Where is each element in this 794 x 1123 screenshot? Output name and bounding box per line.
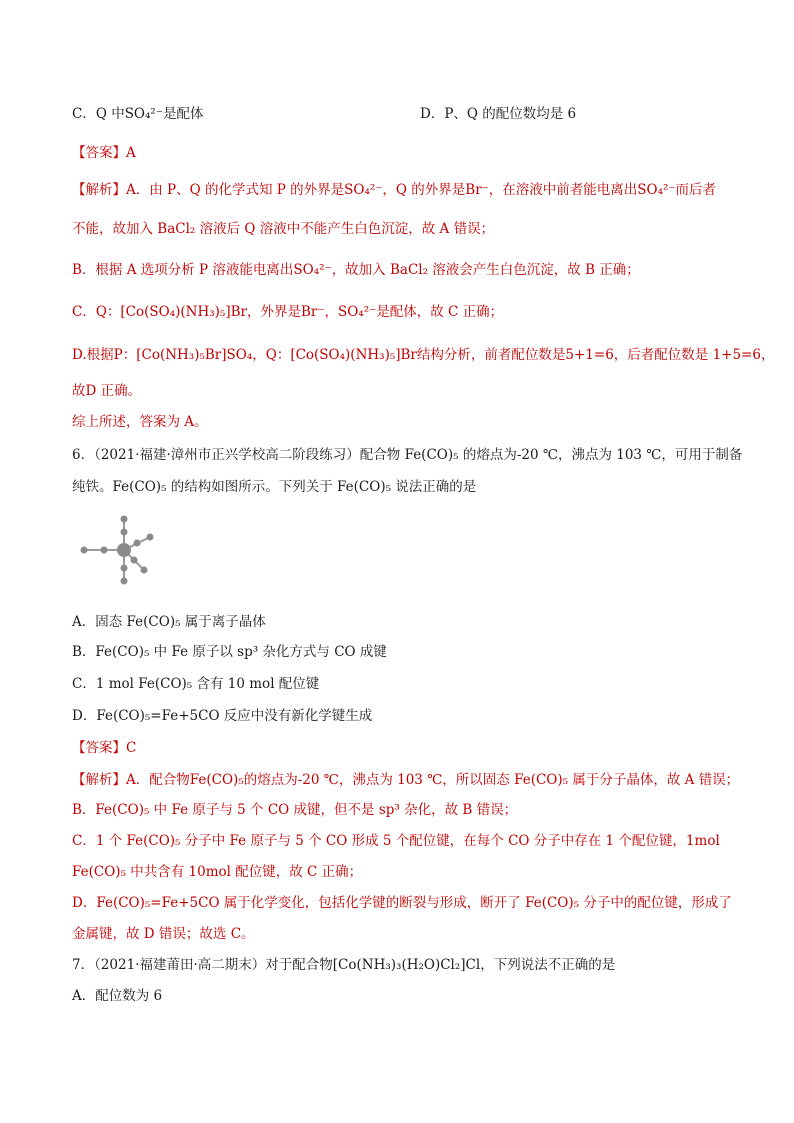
q6-analysis-line-3: C．1 个 Fe(CO)₅ 分子中 Fe 原子与 5 个 CO 形成 5 个配位键，在每个 CO 分子中存在 1 个配位键，1mol (72, 833, 720, 849)
q5-analysis-line-5: D.根据P：[Co(NH₃)₅Br]SO₄，Q：[Co(SO₄)(NH₃)₅]Br结构分析，前者配位数是5+1=6，后者配位数是 1+5=6， (72, 347, 775, 363)
q5-analysis-text-1: A．由 P、Q 的化学式知 P 的外界是SO₄²⁻，Q 的外界是Br⁻，在溶液中前者能电离出SO₄²⁻而后者 (126, 182, 717, 198)
q6-analysis-text-1: A．配合物Fe(CO)₅的熔点为-20 ℃，沸点为 103 ℃，所以固态 Fe(CO)₅ 属于分子晶体，故 A 错误； (126, 772, 740, 788)
fe-atom-icon (117, 543, 131, 557)
q5-answer: 【答案】A (72, 145, 136, 161)
q6-option-d: D．Fe(CO)₅=Fe+5CO 反应中没有新化学键生成 (72, 708, 373, 724)
q6-stem-line-2: 纯铁。Fe(CO)₅ 的结构如图所示。下列关于 Fe(CO)₅ 说法正确的是 (72, 479, 477, 495)
q5-summary: 综上所述，答案为 A。 (72, 414, 208, 430)
q6-analysis-line-4: Fe(CO)₅ 中共含有 10mol 配位键，故 C 正确； (72, 864, 363, 880)
q7-option-a: A．配位数为 6 (72, 988, 163, 1004)
q5-analysis-line-2: 不能，故加入 BaCl₂ 溶液后 Q 溶液中不能产生白色沉淀，故 A 错误； (72, 221, 495, 237)
q5-option-c: C．Q 中SO₄²⁻是配体 (72, 106, 204, 122)
q6-analysis-line-1 (72, 770, 739, 790)
q7-stem: 7．（2021·福建莆田·高二期末）对于配合物[Co(NH₃)₃(H₂O)Cl₂]Cl，下列说法不正确的是 (72, 957, 616, 973)
q6-analysis-line-6: 金属键，故 D 错误；故选 C。 (72, 926, 255, 942)
q6-option-a: A．固态 Fe(CO)₅ 属于离子晶体 (72, 614, 266, 630)
q6-answer: 【答案】C (72, 740, 137, 756)
q6-analysis-line-2: B．Fe(CO)₅ 中 Fe 原子与 5 个 CO 成键，但不是 sp³ 杂化，故 B 错误； (72, 802, 518, 818)
q6-stem-line-1: 6．（2021·福建·漳州市正兴学校高二阶段练习）配合物 Fe(CO)₅ 的熔点为-20 ℃，沸点为 103 ℃，可用于制备 (72, 447, 743, 463)
q5-analysis-head: 【解析】 (72, 182, 126, 198)
q5-analysis-line-1 (72, 180, 716, 200)
fe-co5-structure-image (74, 510, 164, 594)
q5-options-row (72, 104, 577, 124)
q5-option-d: D．P、Q 的配位数均是 6 (420, 106, 577, 122)
q5-analysis-line-3: B．根据 A 选项分析 P 溶液能电离出SO₄²⁻，故加入 BaCl₂ 溶液会产生白色沉淀，故 B 正确； (72, 262, 640, 278)
q5-analysis-line-6: 故D 正确。 (72, 383, 142, 399)
q6-option-b: B．Fe(CO)₅ 中 Fe 原子以 sp³ 杂化方式与 CO 成键 (72, 644, 387, 660)
q5-analysis-line-4: C．Q：[Co(SO₄)(NH₃)₅]Br，外界是Br⁻，SO₄²⁻是配体，故 C 正确； (72, 304, 504, 320)
q6-analysis-head: 【解析】 (72, 772, 126, 788)
q6-analysis-line-5: D．Fe(CO)₅=Fe+5CO 属于化学变化，包括化学键的断裂与形成，断开了 Fe(CO)₅ 分子中的配位键，形成了 (72, 895, 732, 911)
q6-option-c: C．1 mol Fe(CO)₅ 含有 10 mol 配位键 (72, 676, 320, 692)
